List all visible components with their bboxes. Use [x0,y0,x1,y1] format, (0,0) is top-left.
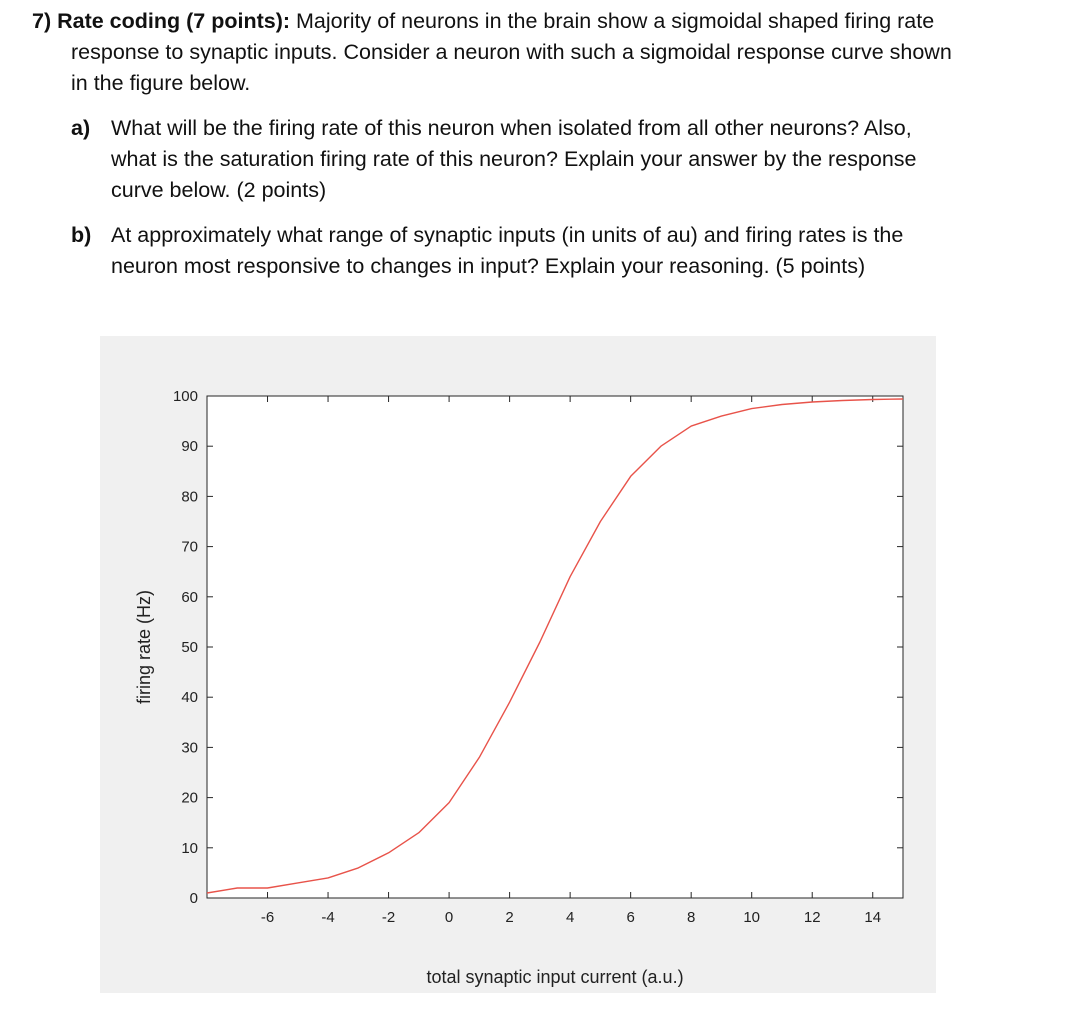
y-tick-label: 80 [181,488,198,506]
y-tick-label: 20 [181,789,198,807]
part-a-line: What will be the firing rate of this neuron when isolated from all other neurons? Also, [111,116,912,140]
y-tick-label: 40 [181,689,198,707]
question-intro-line: Majority of neurons in the brain show a sigmoidal shaped firing rate [290,9,935,33]
question-intro-line: response to synaptic inputs. Consider a neuron with such a sigmoidal response curve shown [71,40,952,64]
x-tick-label: 12 [803,909,821,926]
plot-area [207,396,903,898]
y-tick-label: 50 [181,639,198,656]
y-tick-label: 90 [181,438,198,456]
part-a-line: curve below. (2 points) [111,178,327,202]
part-b-line: neuron most responsive to changes in input? Explain your reasoning. (5 points) [111,254,866,278]
x-tick-label: 8 [687,909,696,926]
x-tick-label: 4 [565,909,575,926]
part-a-line: what is the saturation firing rate of this neuron? Explain your answer by the response [111,147,917,171]
part-b-line: At approximately what range of synaptic inputs (in units of au) and firing rates is the [111,223,904,247]
x-axis-label: total synaptic input current (a.u.) [426,967,684,987]
y-tick-label: 0 [189,890,198,907]
y-tick-label: 70 [181,538,198,556]
x-tick-label: 14 [864,909,882,926]
question-number: 7) [32,9,52,33]
x-tick-label: -4 [321,909,335,926]
y-tick-label: 100 [172,388,198,405]
y-tick-label: 30 [181,739,198,757]
x-tick-label: -6 [260,909,275,926]
figure-panel [100,336,936,993]
part-a-label: a) [71,116,91,140]
sigmoid-chart [100,336,936,993]
question-title: Rate coding (7 points): [57,9,291,33]
x-tick-label: -2 [381,909,396,926]
x-tick-label: 0 [444,909,454,926]
y-axis-label: firing rate (Hz) [134,589,154,705]
x-tick-label: 6 [626,909,635,926]
part-b-label: b) [71,223,92,247]
x-tick-label: 10 [743,909,761,926]
question-intro-line: in the figure below. [71,71,251,95]
x-tick-label: 2 [505,909,514,926]
y-tick-label: 10 [181,839,198,857]
question-header [32,6,934,37]
y-tick-label: 60 [181,588,198,606]
